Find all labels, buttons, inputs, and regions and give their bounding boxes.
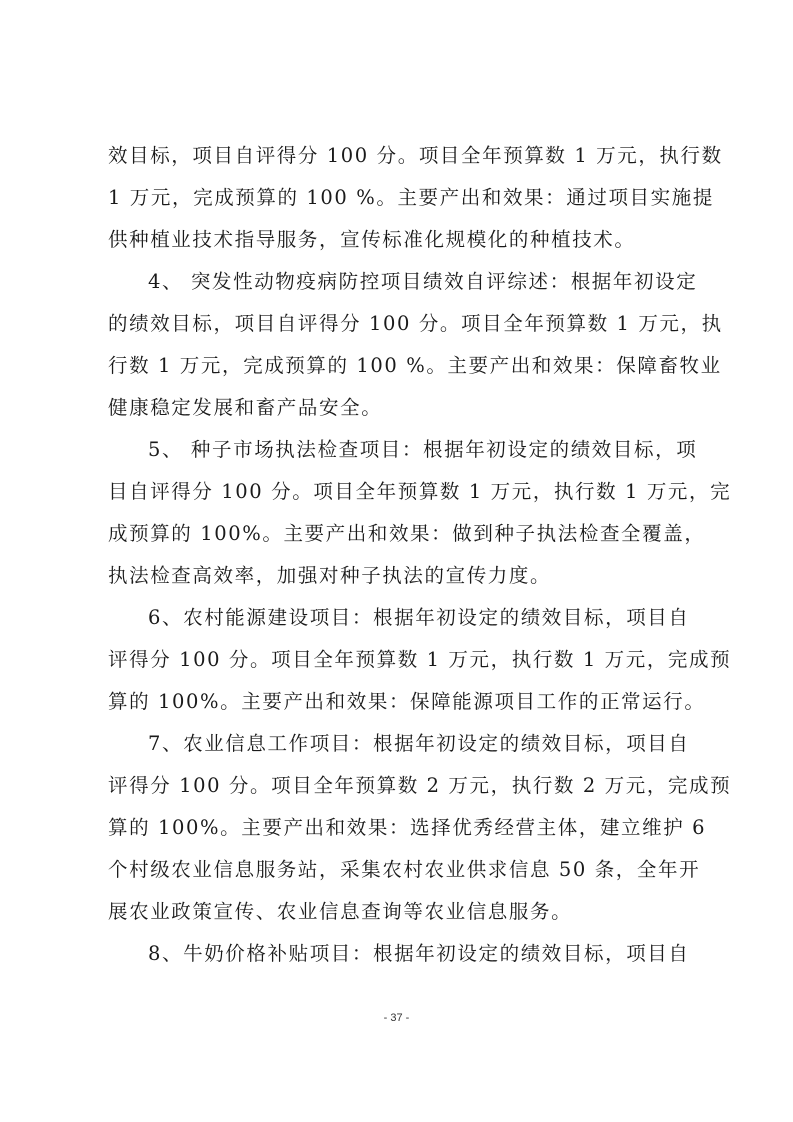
text-line: 行数 1 万元，完成预算的 100 %。主要产出和效果：保障畜牧业 — [108, 354, 722, 377]
text-line: 目自评得分 100 分。项目全年预算数 1 万元，执行数 1 万元，完 — [108, 480, 732, 503]
text-line: 的绩效目标，项目自评得分 100 分。项目全年预算数 1 万元，执 — [108, 312, 723, 335]
text-line: 1 万元，完成预算的 100 %。主要产出和效果：通过项目实施提 — [108, 186, 714, 209]
text-line: 效目标，项目自评得分 100 分。项目全年预算数 1 万元，执行数 — [108, 144, 723, 167]
page-number: - 37 - — [383, 1012, 410, 1024]
text-line: 8、牛奶价格补贴项目：根据年初设定的绩效目标，项目自 — [148, 942, 690, 965]
text-line: 成预算的 100%。主要产出和效果：做到种子执法检查全覆盖， — [108, 522, 706, 545]
text-line: 7、农业信息工作项目：根据年初设定的绩效目标，项目自 — [148, 732, 690, 755]
text-line: 健康稳定发展和畜产品安全。 — [108, 396, 383, 419]
text-line: 算的 100%。主要产出和效果：保障能源项目工作的正常运行。 — [108, 690, 706, 713]
text-line: 评得分 100 分。项目全年预算数 1 万元，执行数 1 万元，完成预 — [108, 648, 732, 671]
text-line: 个村级农业信息服务站，采集农村农业供求信息 50 条，全年开 — [108, 858, 701, 881]
text-line: 执法检查高效率，加强对种子执法的宣传力度。 — [108, 564, 552, 587]
text-line: 供种植业技术指导服务，宣传标准化规模化的种植技术。 — [108, 228, 636, 251]
text-line: 6、农村能源建设项目：根据年初设定的绩效目标，项目自 — [148, 606, 690, 629]
text-line: 展农业政策宣传、农业信息查询等农业信息服务。 — [108, 900, 573, 923]
text-line: 5、 种子市场执法检查项目：根据年初设定的绩效目标，项 — [148, 438, 698, 461]
text-line: 算的 100%。主要产出和效果：选择优秀经营主体，建立维护 6 — [108, 816, 707, 839]
text-line: 评得分 100 分。项目全年预算数 2 万元，执行数 2 万元，完成预 — [108, 774, 732, 797]
text-line: 4、 突发性动物疫病防控项目绩效自评综述：根据年初设定 — [148, 270, 698, 293]
